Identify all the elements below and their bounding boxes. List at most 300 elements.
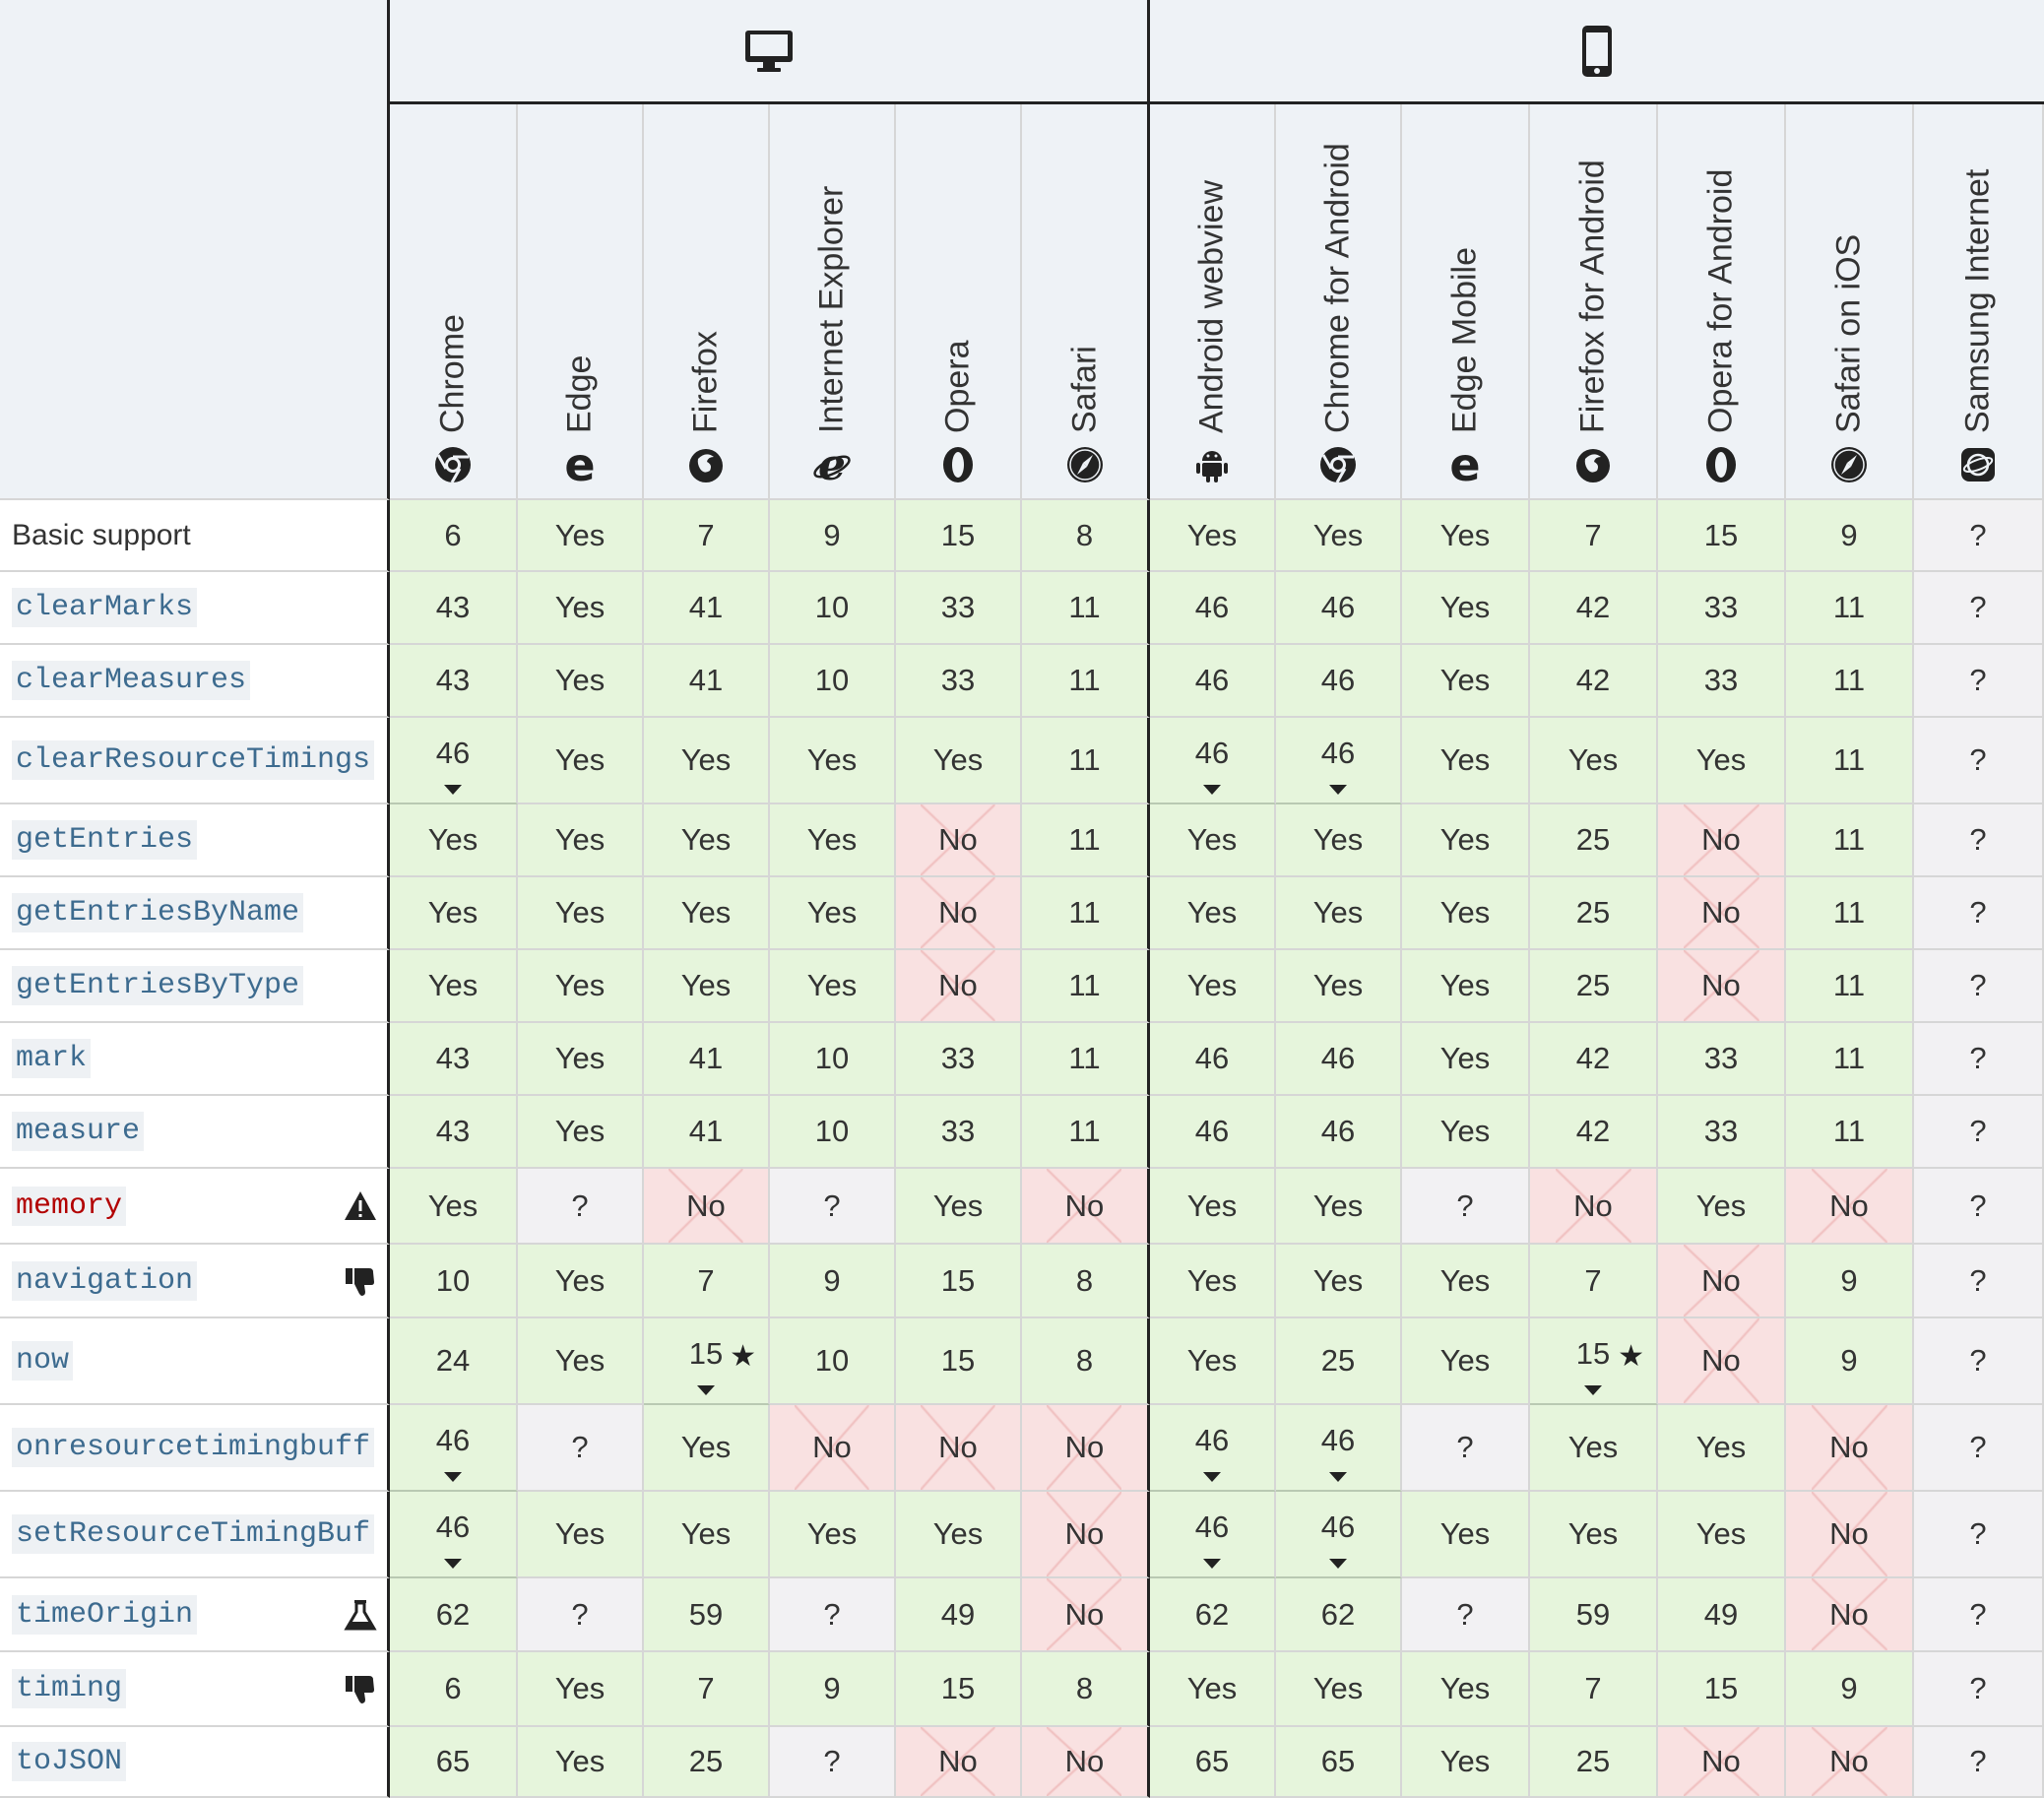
support-value: 11 [1832,663,1866,697]
support-cell [1530,1023,1658,1096]
browser-header-android-webview [1150,104,1276,500]
support-value: No [1064,1516,1105,1551]
support-cell [896,1652,1022,1727]
support-cell [1658,1492,1786,1578]
support-cell [1276,572,1402,645]
support-value: 9 [1840,1671,1858,1705]
support-cell [518,950,644,1023]
support-value: 8 [1075,1671,1094,1705]
support-value: No [1829,1744,1869,1778]
feature-memory[interactable] [0,1169,390,1245]
support-value: Yes [1439,1343,1491,1378]
support-cell [896,1492,1022,1578]
desktop-icon [743,29,795,74]
support-value: No [938,1430,978,1464]
support-cell [644,1405,770,1492]
feature-setresourcetimingbuf[interactable] [0,1492,390,1578]
support-cell [1658,1169,1786,1245]
support-cell [1402,1245,1530,1318]
feature-clearmeasures[interactable] [0,645,390,718]
support-cell [1402,718,1530,804]
support-cell [390,1318,518,1405]
support-value: Yes [1695,1430,1747,1464]
support-value: Yes [1312,895,1364,930]
support-cell [1658,500,1786,572]
table-corner [0,0,390,500]
thumbs-down-icon [344,1672,377,1705]
support-value: ? [823,1188,841,1223]
support-cell [1022,1023,1150,1096]
support-cell [1276,950,1402,1023]
support-value: No [1829,1596,1869,1632]
support-value: 46 [1194,736,1230,770]
support-value: 42 [1575,663,1611,697]
samsung-internet-icon [1958,445,1998,484]
support-cell [1276,1245,1402,1318]
support-cell [1914,1169,2044,1245]
expand-caret-icon[interactable] [1329,785,1347,795]
support-cell [1276,1727,1402,1798]
support-cell [1786,1727,1914,1798]
support-cell [518,718,644,804]
support-value: Yes [1439,1262,1491,1298]
support-value: 41 [688,1114,724,1148]
support-cell [644,1169,770,1245]
support-value: No [1701,1343,1741,1378]
support-value: Yes [1312,1262,1364,1298]
edge-icon [560,445,600,484]
support-cell [1914,1245,2044,1318]
support-cell [770,1023,896,1096]
support-cell [1150,1023,1276,1096]
support-cell [644,1578,770,1652]
support-value: ? [1969,1596,1987,1632]
feature-getentriesbytype[interactable] [0,950,390,1023]
browser-header-safari-on-ios [1786,104,1914,500]
support-cell [896,645,1022,718]
feature-onresourcetimingbuff[interactable] [0,1405,390,1492]
support-cell [1658,950,1786,1023]
support-value: 33 [1703,1041,1739,1075]
support-cell[interactable] [1150,718,1276,804]
support-cell [1022,1727,1150,1798]
support-value: 7 [1584,1671,1602,1705]
feature-label[interactable]: getEntriesByName [12,893,303,932]
support-cell [1022,645,1150,718]
support-cell [1786,1492,1914,1578]
support-cell [1022,1318,1150,1405]
support-cell [518,500,644,572]
support-cell [518,804,644,877]
support-value: Yes [554,1262,606,1298]
support-cell [1276,1023,1402,1096]
support-cell [1022,500,1150,572]
support-value: 25 [1320,1343,1356,1378]
support-value: 11 [1832,742,1866,777]
feature-now[interactable] [0,1318,390,1405]
support-cell [770,500,896,572]
expand-caret-icon[interactable] [444,1472,462,1482]
support-value: 8 [1075,517,1094,552]
support-value: 15 [1703,517,1739,552]
feature-label[interactable]: getEntriesByType [12,966,303,1005]
support-cell[interactable] [644,1318,770,1405]
support-cell [390,804,518,877]
support-value: 33 [940,1041,976,1075]
support-cell [770,950,896,1023]
support-value: Yes [554,968,606,1002]
support-value: 15 [1703,1671,1739,1705]
support-value: ? [571,1596,589,1632]
support-cell [644,1023,770,1096]
support-value: 11 [1068,742,1101,777]
support-value: No [1701,968,1741,1002]
feature-getentriesbyname[interactable] [0,877,390,950]
support-value: 9 [1840,517,1858,552]
support-cell [1402,1318,1530,1405]
support-value: 33 [940,1114,976,1148]
support-value: ? [1456,1596,1474,1632]
support-cell [1276,645,1402,718]
expand-caret-icon[interactable] [1203,1559,1221,1569]
support-cell [1150,1578,1276,1652]
feature-measure[interactable] [0,1096,390,1169]
support-cell [770,804,896,877]
support-value: Yes [1186,1262,1238,1298]
warning-icon [344,1189,377,1223]
support-cell [518,1318,644,1405]
support-cell [518,645,644,718]
support-value: 24 [435,1343,471,1378]
support-value: Yes [554,1744,606,1778]
support-value: Yes [1312,968,1364,1002]
support-value: 11 [1068,1041,1101,1075]
feature-label[interactable]: timeOrigin [12,1595,197,1635]
support-cell[interactable] [390,718,518,804]
support-value: 15 [688,1336,724,1371]
support-cell [1786,500,1914,572]
support-cell [896,572,1022,645]
support-cell [1022,718,1150,804]
feature-label[interactable]: clearMeasures [12,661,250,700]
support-value: Yes [1567,1516,1619,1551]
support-cell[interactable] [1530,1318,1658,1405]
support-value: 42 [1575,1041,1611,1075]
support-value: Yes [1439,590,1491,624]
support-value: ? [1969,1671,1987,1705]
support-cell [518,1492,644,1578]
support-value: ? [1969,1188,1987,1223]
support-cell [390,1245,518,1318]
support-cell [1402,950,1530,1023]
support-cell [1022,1578,1150,1652]
support-cell [1402,1405,1530,1492]
support-cell [1530,645,1658,718]
expand-caret-icon[interactable] [1584,1385,1602,1395]
feature-label[interactable]: onresourcetimingbuff [12,1428,374,1467]
support-cell [770,877,896,950]
feature-tojson[interactable] [0,1727,390,1798]
support-cell [1786,572,1914,645]
support-cell [518,1169,644,1245]
support-cell [518,1023,644,1096]
support-cell[interactable] [1276,1405,1402,1492]
support-cell [896,877,1022,950]
support-value: Yes [1695,742,1747,777]
support-value: 43 [435,663,471,697]
support-cell [390,1652,518,1727]
feature-label[interactable]: now [12,1341,73,1381]
expand-caret-icon[interactable] [1203,1472,1221,1482]
support-cell [1658,1096,1786,1169]
support-value: 33 [1703,1114,1739,1148]
support-cell [1658,645,1786,718]
support-cell [1402,877,1530,950]
support-cell [1150,1096,1276,1169]
support-cell [1402,1169,1530,1245]
support-value: 46 [1194,590,1230,624]
support-value: Yes [806,822,858,857]
support-value: 41 [688,663,724,697]
support-cell [1276,1578,1402,1652]
support-value: 25 [1575,895,1611,930]
support-value: 10 [814,1114,850,1148]
support-value: 15 [940,1262,976,1298]
browser-name: Safari [1065,346,1103,433]
support-value: 46 [1320,1509,1356,1544]
feature-label[interactable]: timing [12,1669,126,1708]
feature-label[interactable]: mark [12,1039,91,1078]
feature-label[interactable]: measure [12,1112,144,1151]
support-cell [770,1169,896,1245]
support-value: No [938,968,978,1002]
support-cell [1786,1578,1914,1652]
support-cell [1530,718,1658,804]
flask-icon [344,1598,377,1632]
feature-getentries[interactable] [0,804,390,877]
support-cell[interactable] [390,1405,518,1492]
support-cell [896,500,1022,572]
support-cell [390,1169,518,1245]
support-value: Yes [1567,1430,1619,1464]
support-cell[interactable] [1150,1405,1276,1492]
support-cell [1786,1405,1914,1492]
support-cell[interactable] [390,1492,518,1578]
support-cell [1402,1023,1530,1096]
support-cell [1530,1652,1658,1727]
support-cell [1022,1492,1150,1578]
feature-clearresourcetimings[interactable] [0,718,390,804]
support-cell [896,1023,1022,1096]
support-value: 46 [1194,1509,1230,1544]
support-value: 9 [1840,1343,1858,1378]
support-value: Yes [932,1516,984,1551]
support-cell [896,1578,1022,1652]
support-value: 43 [435,1041,471,1075]
support-cell [1402,1652,1530,1727]
support-cell [1402,1492,1530,1578]
feature-timeorigin[interactable] [0,1578,390,1652]
support-cell [1022,1652,1150,1727]
support-cell [390,1023,518,1096]
support-value: ? [1969,1343,1987,1378]
support-value: Yes [932,1188,984,1223]
support-cell [896,1318,1022,1405]
support-value: 46 [1320,590,1356,624]
support-value: 46 [435,1509,471,1544]
support-cell[interactable] [1276,1492,1402,1578]
support-value: No [1701,1744,1741,1778]
support-value: ? [823,1744,841,1778]
expand-caret-icon[interactable] [1329,1559,1347,1569]
support-value: ? [1969,1744,1987,1778]
feature-label[interactable]: getEntries [12,820,197,860]
support-cell [1914,572,2044,645]
support-value: 46 [1320,1114,1356,1148]
browser-name: Chrome [433,314,472,433]
support-value: Yes [1439,822,1491,857]
feature-label[interactable]: clearResourceTimings [12,740,374,780]
support-cell [770,572,896,645]
support-cell [1022,1169,1150,1245]
support-cell [1914,1405,2044,1492]
browser-name: Opera [938,340,977,433]
support-cell [1276,1169,1402,1245]
support-value: 7 [1584,1262,1602,1298]
browser-header-chrome-for-android [1276,104,1402,500]
support-value: 8 [1075,1343,1094,1378]
expand-caret-icon[interactable] [444,1559,462,1569]
support-cell [1530,500,1658,572]
support-cell [896,1405,1022,1492]
support-cell [1530,1727,1658,1798]
support-value: Yes [1186,1671,1238,1705]
support-value: Yes [554,1516,606,1551]
expand-caret-icon[interactable] [1203,785,1221,795]
support-cell [1530,1405,1658,1492]
support-value: Yes [554,1343,606,1378]
support-cell [770,1245,896,1318]
expand-caret-icon[interactable] [697,1385,715,1395]
support-value: 46 [1194,1041,1230,1075]
firefox-icon [1573,445,1613,484]
support-value: Yes [680,1516,732,1551]
browser-header-internet-explorer [770,104,896,500]
support-value: Yes [1186,1188,1238,1223]
support-value: 11 [1068,663,1101,697]
support-value: No [1064,1744,1105,1778]
support-cell [644,950,770,1023]
browser-name: Edge Mobile [1445,246,1484,433]
support-value: 42 [1575,590,1611,624]
support-value: Yes [1439,742,1491,777]
support-value: ? [1969,1262,1987,1298]
support-value: 8 [1075,1262,1094,1298]
support-cell [1914,1096,2044,1169]
support-cell [1150,572,1276,645]
support-value: 46 [1194,663,1230,697]
support-cell [1530,950,1658,1023]
support-cell [644,1245,770,1318]
browser-header-firefox [644,104,770,500]
feature-label[interactable]: toJSON [12,1742,126,1781]
feature-clearmarks[interactable] [0,572,390,645]
feature-label[interactable]: clearMarks [12,588,197,627]
feature-label[interactable]: navigation [12,1261,197,1301]
support-value: Yes [680,968,732,1002]
support-cell [1402,1727,1530,1798]
support-cell[interactable] [1150,1492,1276,1578]
support-cell [390,1578,518,1652]
support-value: 11 [1068,822,1101,857]
support-cell [1658,1652,1786,1727]
support-cell [1150,645,1276,718]
support-value: 46 [1194,1114,1230,1148]
support-cell [770,1652,896,1727]
internet-explorer-icon [812,445,852,484]
support-cell [1530,1169,1658,1245]
feature-basic-support[interactable] [0,500,390,572]
support-cell [770,645,896,718]
support-value: Yes [680,895,732,930]
support-cell [390,572,518,645]
feature-mark[interactable] [0,1023,390,1096]
support-cell [1402,1096,1530,1169]
feature-timing[interactable] [0,1652,390,1727]
support-value: ? [571,1430,589,1464]
support-cell [1276,804,1402,877]
support-cell [644,500,770,572]
support-cell [1022,1096,1150,1169]
feature-navigation[interactable] [0,1245,390,1318]
support-cell [1658,718,1786,804]
support-value: 33 [1703,590,1739,624]
support-cell [1914,718,2044,804]
support-cell [390,500,518,572]
support-value: 65 [435,1744,471,1778]
svg-text:e: e [1449,445,1481,484]
support-value: Yes [806,1516,858,1551]
support-value: No [1064,1430,1105,1464]
expand-caret-icon[interactable] [1329,1472,1347,1482]
support-value: 11 [1068,590,1101,624]
support-value: 15 [1575,1336,1611,1371]
support-cell [896,1727,1022,1798]
support-value: ? [571,1188,589,1223]
support-value: Yes [1439,1671,1491,1705]
support-value: 62 [435,1596,471,1632]
support-cell [390,1096,518,1169]
expand-caret-icon[interactable] [444,785,462,795]
support-value: Yes [680,822,732,857]
feature-label[interactable]: memory [12,1187,126,1226]
support-value: 46 [1320,736,1356,770]
browser-header-edge-mobile [1402,104,1530,500]
support-cell [1658,1727,1786,1798]
support-value: No [938,1744,978,1778]
support-value: 62 [1320,1596,1356,1632]
support-value: Yes [427,1188,479,1223]
support-value: 41 [688,590,724,624]
support-cell[interactable] [1276,718,1402,804]
browser-name: Chrome for Android [1318,143,1357,433]
support-value: 15 [940,1343,976,1378]
support-cell [518,1405,644,1492]
browser-name: Firefox for Android [1573,160,1612,433]
support-cell [1276,1318,1402,1405]
feature-label[interactable]: setResourceTimingBuf [12,1514,374,1554]
support-value: Yes [554,895,606,930]
